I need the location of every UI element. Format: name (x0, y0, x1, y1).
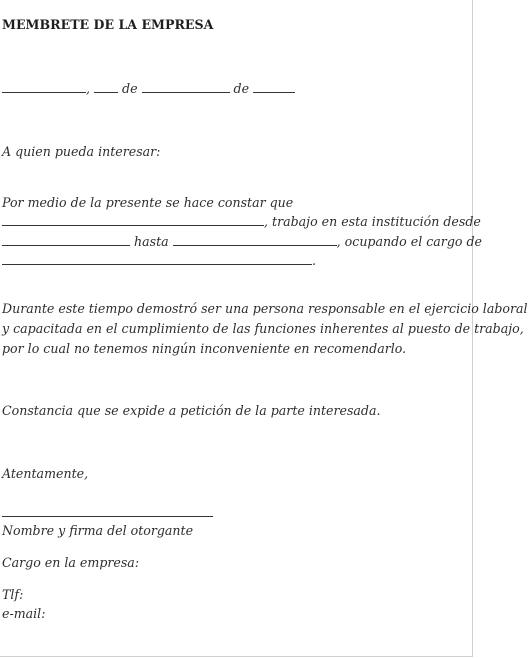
date-line: , de de (2, 80, 295, 97)
closing-text: Atentamente, (2, 466, 89, 481)
constancia-text: Constancia que se expide a petición de la parte interesada. (2, 403, 381, 418)
employee-name-blank (2, 213, 264, 226)
letterhead-title: MEMBRETE DE LA EMPRESA (2, 17, 214, 32)
certify-line-4: . (2, 252, 316, 269)
greeting: A quien pueda interesar: (2, 144, 161, 159)
date-blank-month (142, 80, 230, 93)
start-date-blank (2, 233, 130, 246)
performance-line-3: por lo cual no tenemos ningún inconveniente en recomendarlo. (2, 341, 407, 356)
certify-line-3: hasta , ocupando el cargo de (2, 233, 482, 250)
date-blank-day2 (94, 80, 118, 93)
position-blank (2, 252, 312, 265)
performance-line-1: Durante este tiempo demostró ser una persona responsable en el ejercicio laboral (2, 301, 528, 316)
cargo-label: Cargo en la empresa: (2, 555, 140, 570)
date-blank-year (253, 80, 295, 93)
email-label: e-mail: (2, 606, 46, 621)
end-date-blank (173, 233, 337, 246)
certify-line-2: , trabajo en esta institución desde (2, 213, 481, 230)
signature-line (2, 516, 213, 517)
certify-line-1: Por medio de la presente se hace constar que (2, 195, 294, 210)
date-blank-day (2, 80, 86, 93)
signature-label: Nombre y firma del otorgante (2, 523, 194, 538)
performance-line-2: y capacitada en el cumplimiento de las funciones inherentes al puesto de trabajo, (2, 321, 524, 336)
tlf-label: Tlf: (2, 587, 24, 602)
